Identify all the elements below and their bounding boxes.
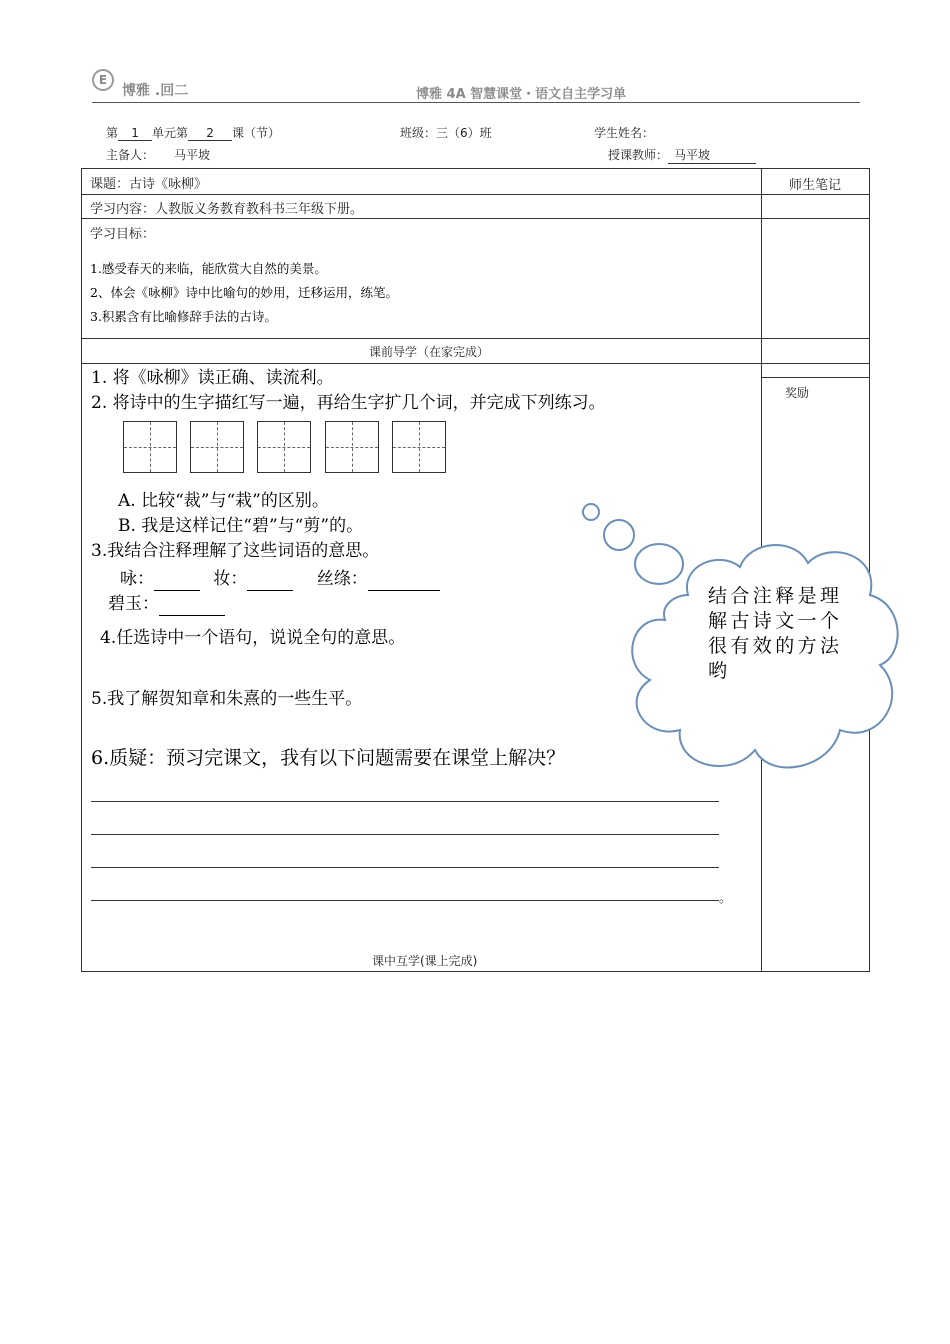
writing-grid-box[interactable] <box>325 421 379 473</box>
question-3: 3.我结合注释理解了这些词语的意思。 <box>91 541 380 561</box>
row-divider <box>81 194 870 195</box>
lesson-info <box>106 124 280 141</box>
question-6: 6.质疑：预习完课文，我有以下问题需要在课堂上解决？ <box>91 747 566 769</box>
student-name-label: 学生姓名： <box>594 126 655 140</box>
lesson-prefix: 第 <box>106 126 119 140</box>
objective-item: 1.感受春天的来临，能欣赏大自然的美景。 <box>90 261 327 276</box>
answer-line[interactable] <box>91 900 719 901</box>
vocab-label: 妆： <box>213 569 248 589</box>
vocab-blank[interactable] <box>154 573 200 591</box>
objectives-label: 学习目标： <box>90 227 156 242</box>
page-subtitle: 博雅 4A 智慧课堂・语文自主学习单 <box>416 87 627 102</box>
thought-bubble-large <box>635 544 683 584</box>
writing-grid-box[interactable] <box>257 421 311 473</box>
question-2: 2. 将诗中的生字描红写一遍，再给生字扩几个词，并完成下列练习。 <box>91 393 606 413</box>
answer-line[interactable] <box>91 801 719 802</box>
answer-line[interactable] <box>91 867 719 868</box>
unit-label: 单元第 <box>152 126 189 140</box>
vocab-blank[interactable] <box>247 573 293 591</box>
in-class-header: 课中互学(课上完成) <box>372 954 478 968</box>
vocab-label: 碧玉： <box>108 594 159 614</box>
preparer-name: 马平坡 <box>174 148 211 162</box>
brand-name: 博雅 .回二 <box>122 83 189 99</box>
answer-line[interactable] <box>91 834 719 835</box>
writing-grid-box[interactable] <box>190 421 244 473</box>
question-4: 4.任选诗中一个语句，说说全句的意思。 <box>100 628 406 648</box>
objective-item: 3.积累含有比喻修辞手法的古诗。 <box>90 309 277 324</box>
writing-grid-box[interactable] <box>392 421 446 473</box>
vocab-label: 咏： <box>120 569 154 589</box>
brand-logo-icon: E <box>92 69 114 91</box>
vocab-row <box>108 592 225 616</box>
writing-grid-box[interactable] <box>123 421 177 473</box>
notes-header: 师生笔记 <box>789 178 842 193</box>
vocab-label: 丝绦： <box>316 569 368 589</box>
vocab-row <box>120 567 440 591</box>
teacher-info <box>608 146 756 164</box>
row-divider <box>81 338 870 339</box>
question-1: 1. 将《咏柳》读正确、读流利。 <box>91 368 334 388</box>
unit-number: 1 <box>118 126 152 141</box>
vocab-blank[interactable] <box>368 573 440 591</box>
header-divider <box>92 102 860 103</box>
vocab-blank[interactable] <box>159 598 225 616</box>
thought-bubble-small <box>583 504 599 520</box>
notes-row-divider <box>761 377 870 378</box>
lesson-number: 2 <box>188 126 232 141</box>
objective-item: 2、体会《咏柳》诗中比喻句的妙用，迁移运用，练笔。 <box>90 285 398 300</box>
end-mark: 。 <box>719 891 733 906</box>
lesson-suffix: 课（节） <box>232 126 281 140</box>
question-5: 5.我了解贺知章和朱熹的一些生平。 <box>91 689 363 709</box>
class-info: 班级：三（6）班 <box>400 126 492 140</box>
question-2b: B. 我是这样记住“碧”与“剪”的。 <box>118 516 364 536</box>
row-divider <box>81 363 870 364</box>
cloud-tip-text: 结合注释是理解古诗文一个很有效的方法哟 <box>708 585 840 682</box>
learning-content: 学习内容：人教版义务教育教科书三年级下册。 <box>90 202 364 217</box>
reward-label: 奖励 <box>785 386 810 400</box>
thought-bubble-medium <box>604 520 634 550</box>
teacher-label: 授课教师： <box>608 148 669 162</box>
question-2a: A. 比较“裁”与“栽”的区别。 <box>118 491 329 511</box>
lesson-topic: 课题：古诗《咏柳》 <box>90 177 208 192</box>
row-divider <box>81 218 870 219</box>
preparer-label: 主备人： <box>106 148 155 162</box>
pre-study-header: 课前导学（在家完成） <box>369 345 490 359</box>
teacher-name: 马平坡 <box>668 146 756 164</box>
preparer-info <box>106 146 210 163</box>
